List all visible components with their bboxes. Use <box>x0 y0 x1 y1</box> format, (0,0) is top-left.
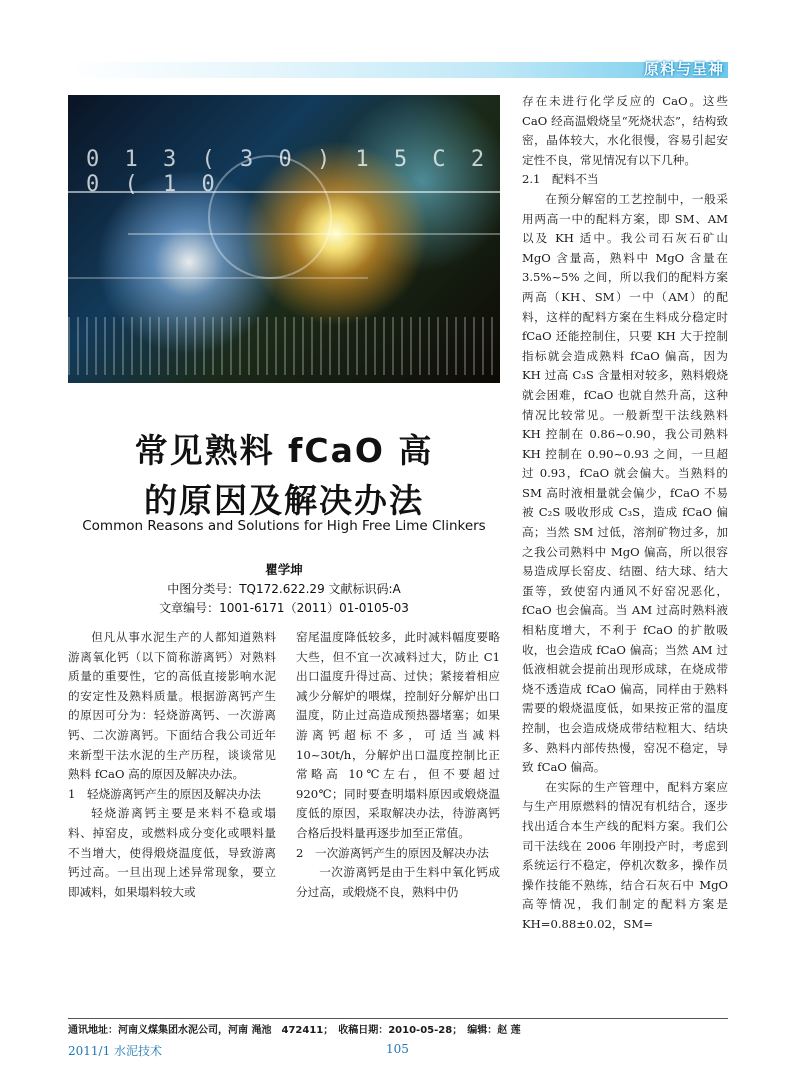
article-title-line1: 常见熟料 fCaO 高 <box>134 431 434 470</box>
hero-image <box>68 95 500 383</box>
section-heading: 2 一次游离钙产生的原因及解决办法 <box>296 845 489 860</box>
footnote: 通讯地址：河南义煤集团水泥公司，河南 渑池 472411； 收稿日期：2010-05-28； 编辑：赵 莲 <box>68 1025 521 1036</box>
article-title-line2: 的原因及解决办法 <box>144 481 424 520</box>
paragraph: 轻烧游离钙主要是来料不稳或塌料、掉窑皮，或燃料成分变化或喂料量不当增大，使得煅烧温度低，导致游离钙过高。一旦出现上述异常现象，要立即减料，如果塌料较大或 <box>68 806 276 899</box>
paragraph: 但凡从事水泥生产的人都知道熟料游离氧化钙（以下简称游离钙）对熟料质量的重要性，它的高低直接影响水泥的安定性及熟料质量。根据游离钙产生的原因可分为：轻烧游离钙、一次游离钙、二次游离钙。下面结合我公司近年来新型干法水泥的生产历程，谈谈常见熟料 fCaO 高的原因及解决办法。 <box>68 630 276 782</box>
page-number: 105 <box>386 1042 409 1056</box>
column-3 <box>522 92 728 935</box>
paragraph: 在实际的生产管理中，配料方案应与生产用原燃料的情况有机结合，逐步找出适合本生产线的配料方案。我们公司干法线在 2006 年刚投产时，考虑到系统运行不稳定，停机次数多，操作员操作技能不熟练，结合石灰石中 MgO 高等情况，我们制定的配料方案是 KH=0.88±0.02，SM= <box>522 779 728 931</box>
subsection-heading: 2.1 配料不当 <box>522 172 599 187</box>
paragraph: 在预分解窑的工艺控制中，一般采用两高一中的配料方案，即 SM、AM 以及 KH 适中。我公司石灰石矿山 MgO 含量高，熟料中 MgO 含量在 3.5%~5% 之间，所以我们的配料方案两高（KH、SM）一中（AM）的配料，这样的配料方案在生料成分稳定时 fCaO 还能控制住，只要 KH 大于控制指标就会造成熟料 fCaO 偏高，因为 KH 过高 C₃S 含量相对较多，熟料煅烧就会困难，fCaO 也就自然升高，这种情况比较常见。一般新型干法线熟料 KH 控制在 0.86~0.90，我公司熟料 KH 控制在 0.90~0.93 之间，一旦超过 0.93，fCaO 就会偏大。当熟料的 SM 高时液相量就会偏少，fCaO 不易被 C₂S 吸收形成 C₃S，造成 fCaO 偏高；当然 SM 过低，溶剂矿物过多，加之我公司熟料中 MgO 偏高，所以很容易造成厚长窑皮、结圈、结大球、结大蛋等，致使窑内通风不好窑况恶化，fCaO 也会偏高。当 AM 过高时熟料液相粘度增大，不利于 fCaO 的扩散吸收，也会造成 fCaO 偏高；当然 AM 过低液相就会提前出现形成球，在烧成带烧不透造成 fCaO 偏高，同样由于熟料需要的煅烧温度低，如果按正常的温度控制，也会造成烧成带结粒粗大、结块多、熟料内部传热慢，窑况不稳定，导致 fCaO 偏高。 <box>522 191 728 775</box>
author: 瞿学坤 <box>265 562 303 577</box>
paragraph: 一次游离钙是由于生料中氧化钙成分过高，或煅烧不良，熟料中仍 <box>296 865 500 899</box>
classification-number: 中图分类号：TQ172.622.29 文献标识码:A <box>167 582 401 596</box>
paragraph: 存在未进行化学反应的 CaO。这些 CaO 经高温煅烧呈“死烧状态”，结构致密，晶体较大，水化很慢，容易引起安定性不良，常见情况有以下几种。 <box>522 94 728 167</box>
section-title: 原料与呈神 <box>643 60 724 78</box>
article-number: 文章编号：1001-6171（2011）01-0105-03 <box>159 601 409 615</box>
paragraph: 窑尾温度降低较多，此时减料幅度要略大些，但不宜一次减料过大，防止 C1 出口温度升得过高、过快；紧接着相应减少分解炉的喂煤，控制好分解炉出口温度，防止过高造成预热器堵塞；如果游离钙超标不多，可适当减料 10~30t/h，分解炉出口温度控制比正常略高 10℃左右，但不要超过 920℃；同时要查明塌料原因或煅烧温度低的原因，采取解决办法，待游离钙合格后投料量再逐步加至正常值。 <box>296 630 500 840</box>
footnote-rule <box>68 1018 728 1019</box>
column-1 <box>68 628 276 902</box>
section-heading: 1 轻烧游离钙产生的原因及解决办法 <box>68 786 261 801</box>
header-bar <box>68 62 728 78</box>
hero-code-text: 0 1 3 ( 3 0 ) 1 5 C 2 0 ( 1 0 <box>86 147 491 197</box>
article-title-english: Common Reasons and Solutions for High Free Lime Clinkers <box>82 518 486 534</box>
column-2 <box>296 628 500 902</box>
journal-issue: 2011/1 水泥技术 <box>68 1044 163 1058</box>
